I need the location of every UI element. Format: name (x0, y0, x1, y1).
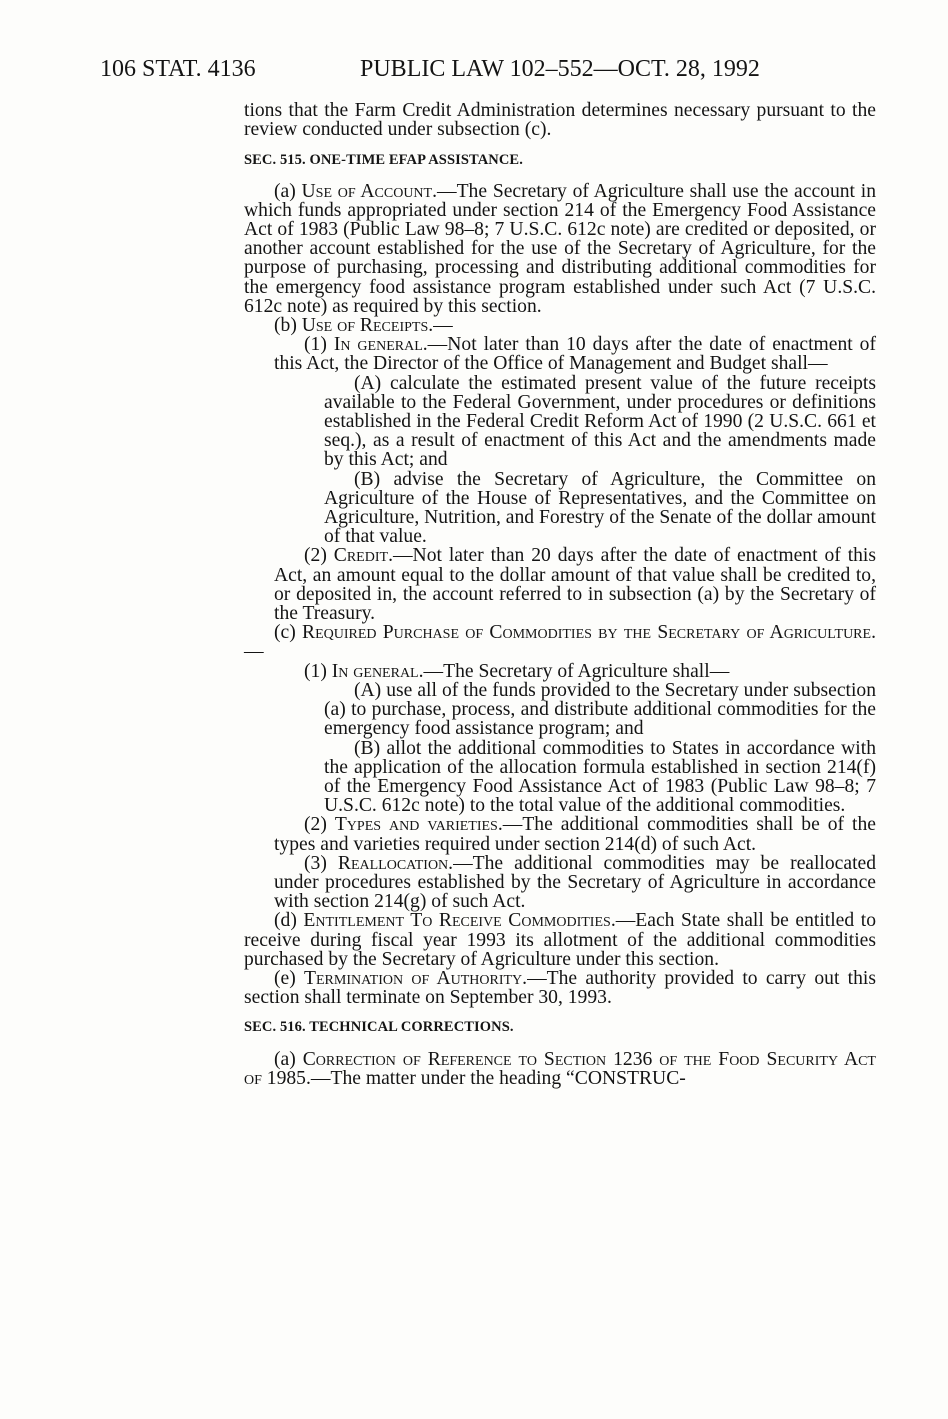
paragraph-c1: (1) In general.—The Secretary of Agriculture shall— (304, 660, 730, 682)
subsection-b: (b) Use of Receipts.— (274, 315, 453, 337)
paragraph-b2: (2) Credit.—Not later than 20 days after the date of enactment of this Act, an amount equal to the dollar amount of that value shall be credited to, or deposited in, the account referred to in subsection (a) by the Secretary of the Treasury. (274, 545, 876, 625)
subsection-a: (a) Use of Account.—The Secretary of Agriculture shall use the account in which funds appropriated under section 214 of the Emergency Food Assistance Act of 1983 (Public Law 98–8; 7 U.S.C. 612c note) are credited or deposited, or another account established for the use of the Secretary of Agriculture, for the purpose of purchasing, processing and distributing additional commodities for the emergency food assistance program established under such Act (7 U.S.C. 612c note) as required by this section. (244, 180, 876, 317)
document-body (244, 101, 876, 1088)
subsection-e: (e) Termination of Authority.—The authority provided to carry out this section shall terminate on September 30, 1993. (244, 967, 876, 1009)
statute-page-number: 106 STAT. 4136 (100, 56, 256, 82)
section-516-heading: SEC. 516. TECHNICAL CORRECTIONS. (244, 1019, 514, 1036)
continuation-paragraph: tions that the Farm Credit Administration determines necessary pursuant to the review conducted under subsection (c). (244, 100, 876, 141)
paragraph-b1: (1) In general.—Not later than 10 days after the date of enactment of this Act, the Director of the Office of Management and Budget shall— (274, 334, 877, 375)
subparagraph-b1B: (B) advise the Secretary of Agriculture, the Committee on Agriculture of the House of Representatives, and the Committee on Agriculture, Nutrition, and Forestry of the Senate of the dollar amount of that value. (324, 468, 876, 548)
subparagraph-c1A: (A) use all of the funds provided to the Secretary under subsection (a) to purchase, process, and distribute additional commodities for the emergency food assistance program; and (324, 679, 876, 740)
subsection-c: (c) Required Purchase of Commodities by the Secretary of Agriculture.— (244, 622, 876, 663)
section-515-heading: SEC. 515. ONE-TIME EFAP ASSISTANCE. (244, 152, 523, 169)
section-516-subsection-a: (a) Correction of Reference to Section 1236 of the Food Security Act of 1985.—The matter under the heading “CONSTRUC- (244, 1048, 876, 1089)
subsection-d: (d) Entitlement To Receive Commodities.—Each State shall be entitled to receive during fiscal year 1993 its allotment of the additional commodities purchased by the Secretary of Agriculture under this section. (244, 910, 876, 970)
subparagraph-c1B: (B) allot the additional commodities to States in accordance with the application of the allocation formula established in section 214(f) of the Emergency Food Assistance Act of 1983 (Public Law 98–8; 7 U.S.C. 612c note) to the total value of the additional commodities. (324, 737, 876, 817)
paragraph-c3: (3) Reallocation.—The additional commodities may be reallocated under procedures established by the Secretary of Agriculture in accordance with section 214(g) of such Act. (274, 852, 877, 913)
public-law-citation: PUBLIC LAW 102–552—OCT. 28, 1992 (360, 56, 760, 82)
paragraph-c2: (2) Types and varieties.—The additional commodities shall be of the types and varieties required under section 214(d) of such Act. (274, 814, 876, 855)
subparagraph-b1A: (A) calculate the estimated present value of the future receipts available to the Federal Government, under procedures or definitions established in the Federal Credit Reform Act of 1990 (2 U.S.C. 661 et seq.), as a result of enactment of this Act and the amendments made by this Act; and (324, 372, 876, 471)
